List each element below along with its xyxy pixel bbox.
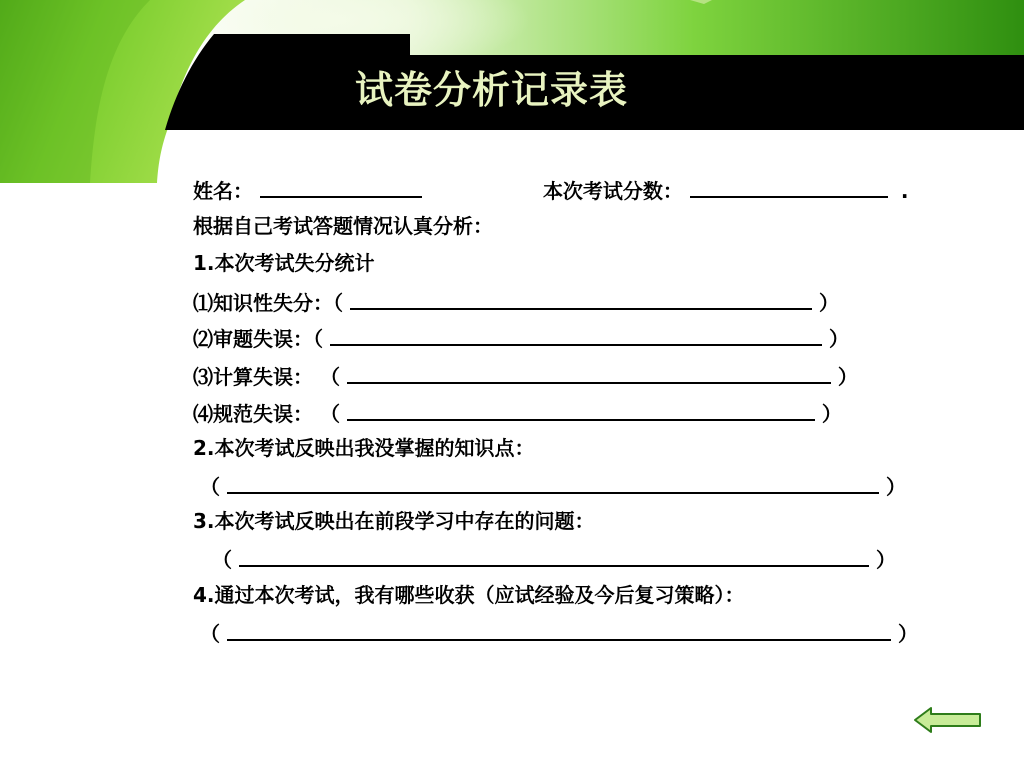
section-4-close: ）	[897, 622, 918, 646]
section-3-blank	[239, 543, 869, 567]
section-3-heading	[193, 507, 595, 535]
format-errors-blank	[347, 397, 815, 421]
lost-points-knowledge-blank	[350, 286, 812, 310]
section-1-heading	[193, 249, 375, 277]
section-4-blank	[227, 617, 891, 641]
analysis-instruction: 根据自己考试答题情况认真分析：	[193, 214, 493, 238]
section-1-text: 本次考试失分统计	[214, 251, 375, 275]
format-errors-close: ）	[821, 402, 842, 426]
calculation-errors-line	[193, 360, 858, 391]
section-4-open: （	[200, 622, 220, 646]
section-3-open: （	[212, 548, 239, 572]
lost-points-knowledge-label: ⑴知识性失分：（	[193, 291, 343, 315]
section-2-close: ）	[885, 475, 906, 499]
section-2-blank	[227, 470, 879, 494]
section-1-number: 1.	[193, 251, 215, 275]
calculation-errors-blank	[347, 360, 831, 384]
format-errors-label: ⑷规范失误： （	[193, 402, 347, 426]
back-button[interactable]	[913, 705, 983, 735]
misreading-errors-line	[193, 322, 849, 353]
section-2-number: 2.	[193, 436, 215, 460]
section-4-text: 通过本次考试，我有哪些收获（应试经验及今后复习策略）：	[214, 583, 745, 607]
name-score-line	[193, 174, 908, 205]
format-errors-line	[193, 397, 842, 428]
misreading-errors-label: ⑵审题失误：（	[193, 327, 330, 351]
name-blank	[260, 174, 422, 198]
calculation-errors-close: ）	[837, 365, 858, 389]
section-2-open: （	[200, 475, 220, 499]
section-3-number: 3.	[193, 509, 215, 533]
misreading-errors-close: ）	[828, 327, 849, 351]
section-4-number: 4.	[193, 583, 215, 607]
section-3-answer-line	[212, 543, 896, 574]
section-2-answer-line	[200, 470, 906, 501]
section-3-text: 本次考试反映出在前段学习中存在的问题：	[214, 509, 595, 533]
section-3-close: ）	[875, 548, 896, 572]
score-label: 本次考试分数：	[542, 179, 683, 203]
lost-points-knowledge-line	[193, 286, 839, 317]
section-4-heading	[193, 581, 745, 609]
slide-title: 试卷分析记录表	[355, 67, 629, 112]
score-end: .	[900, 179, 909, 203]
score-blank	[690, 174, 888, 198]
section-2-heading	[193, 434, 535, 462]
section-4-answer-line	[200, 617, 918, 648]
misreading-errors-blank	[330, 322, 822, 346]
lost-points-knowledge-close: ）	[818, 291, 839, 315]
name-label: 姓名：	[193, 179, 253, 203]
left-arrow-icon	[913, 705, 983, 735]
calculation-errors-label: ⑶计算失误： （	[193, 365, 340, 389]
section-2-text: 本次考试反映出我没掌握的知识点：	[214, 436, 535, 460]
